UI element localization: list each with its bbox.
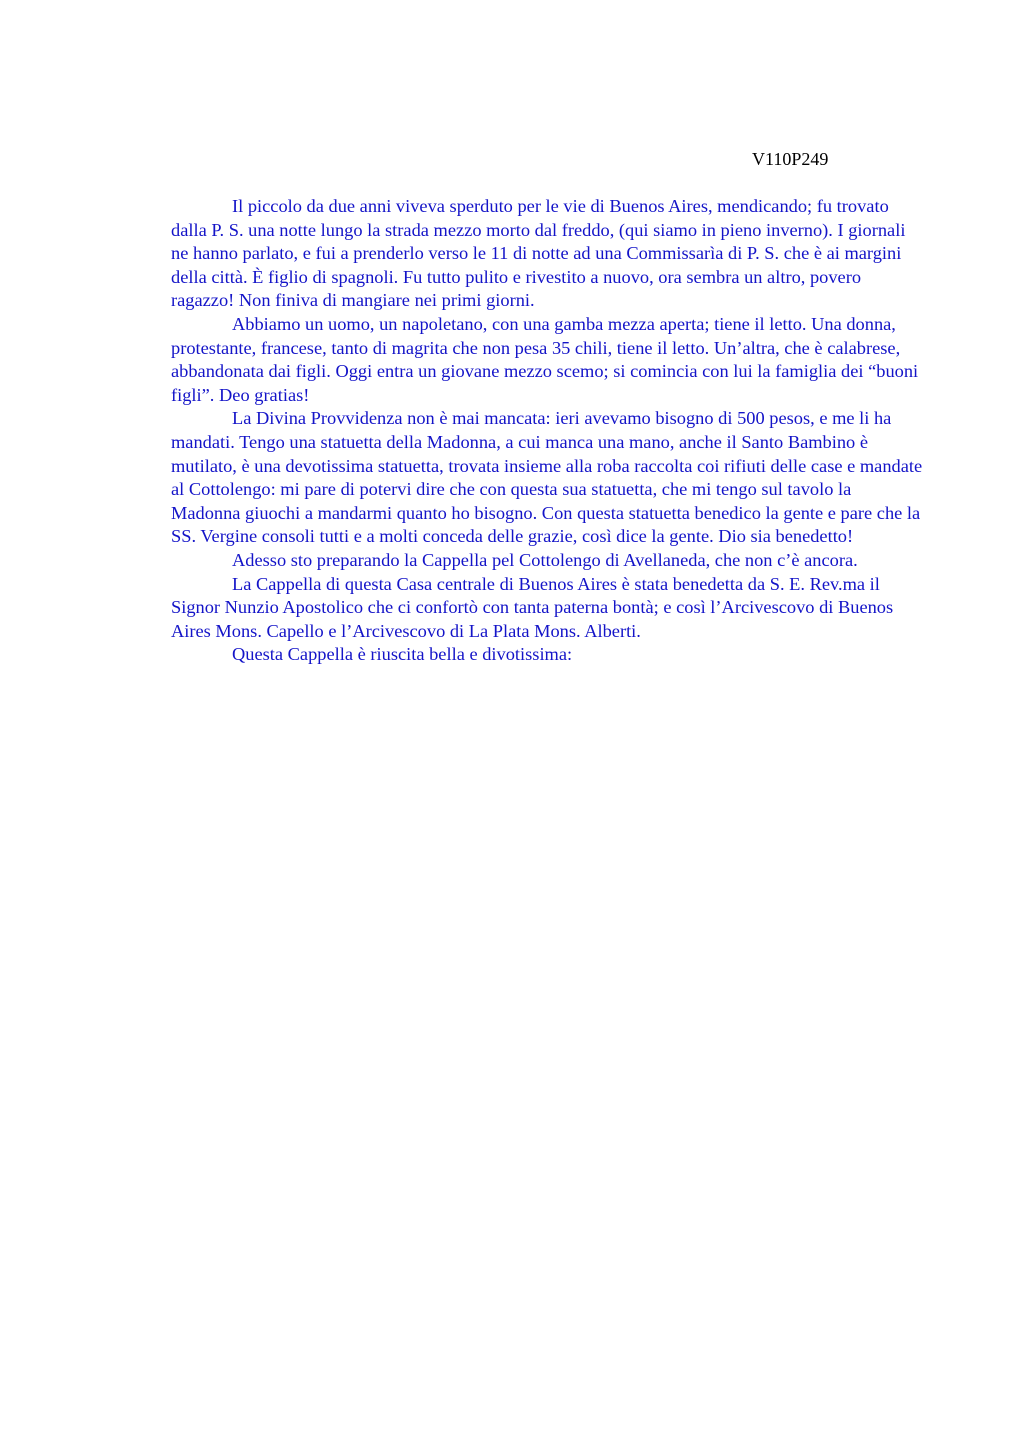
paragraph-5: La Cappella di questa Casa centrale di Buenos Aires è stata benedetta da S. E. Rev.ma il Signor Nunzio Apostolico che ci confortò con tanta paterna bontà; e così l’Arcivescovo di Buenos Aires Mons. Capello e l’Arcivescovo di La Plata Mons. Alberti. <box>171 573 894 641</box>
paragraph-3: La Divina Provvidenza non è mai mancata: ieri avevamo bisogno di 500 pesos, e me li ha mandati. Tengo una statuetta della Madonna, a cui manca una mano, anche il Santo Bambino è mutilato, è una devotissima statuetta, trovata insieme alla roba raccolta coi rifiuti delle case e mandate al Cottolengo: mi pare di potervi dire che con questa sua statuetta, che mi tengo sul tavolo la Madonna giuochi a mandarmi quanto ho bisogno. Con questa statuetta benedico la gente e pare che la SS. Vergine consoli tutti e a molti conceda delle grazie, così dice la gente. Dio sia benedetto! <box>171 408 923 547</box>
letter-body <box>171 195 923 667</box>
paragraph-4: Adesso sto preparando la Cappella pel Cottolengo di Avellaneda, che non c’è ancora. <box>232 549 858 570</box>
paragraph-1: Il piccolo da due anni viveva sperduto per le vie di Buenos Aires, mendicando; fu trovato dalla P. S. una notte lungo la strada mezzo morto dal freddo, (qui siamo in pieno inverno). I giornali ne hanno parlato, e fui a prenderlo verso le 11 di notte ad una Commissarìa di P. S. che è ai margini della città. È figlio di spagnoli. Fu tutto pulito e rivestito a nuovo, ora sembra un altro, povero ragazzo! Non finiva di mangiare nei primi giorni. <box>171 196 906 311</box>
paragraph-2: Abbiamo un uomo, un napoletano, con una gamba mezza aperta; tiene il letto. Una donna, protestante, francese, tanto di magrita che non pesa 35 chili, tiene il letto. Un’altra, che è calabrese, abbandonata dai figli. Oggi entra un giovane mezzo scemo; si comincia con lui la famiglia dei “buoni figli”. Deo gratias! <box>171 313 919 405</box>
paragraph-6: Questa Cappella è riuscita bella e divotissima: <box>232 644 573 665</box>
page-identifier: V110P249 <box>752 149 829 169</box>
